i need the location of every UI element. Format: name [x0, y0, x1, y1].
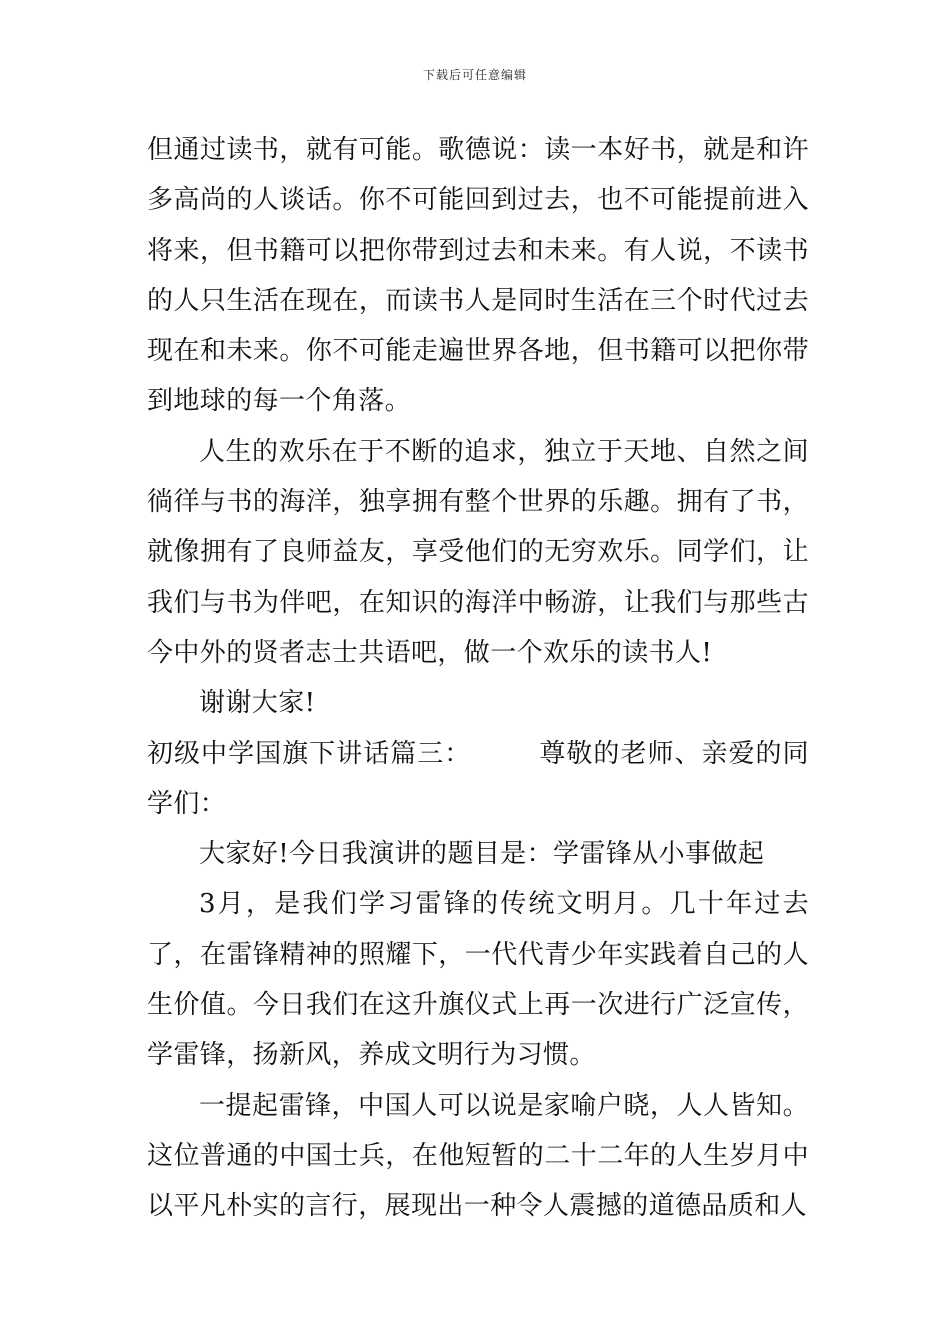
document-body — [147, 125, 809, 1232]
paragraph-march-leifeng-month: 3月，是我们学习雷锋的传统文明月。几十年过去了，在雷锋精神的照耀下，一代代青少年实践着自己的人生价值。今日我们在这升旗仪式上再一次进行广泛宣传，学雷锋，扬新风，养成文明行为习惯。 — [147, 889, 809, 1071]
paragraph-thanks: 谢谢大家! — [199, 688, 316, 719]
section-heading-speech-three: 初级中学国旗下讲话篇三： 尊敬的老师、亲爱的同学们： — [147, 738, 809, 819]
paragraph-reading-benefits: 但通过读书，就有可能。歌德说：读一本好书，就是和许多高尚的人谈话。你不可能回到过去，也不可能提前进入将来，但书籍可以把你带到过去和未来。有人说，不读书的人只生活在现在，而读书人是同时生活在三个时代过去现在和未来。你不可能走遍世界各地，但书籍可以把你带到地球的每一个角落。 — [147, 135, 809, 417]
page-header-note: 下载后可任意编辑 — [422, 68, 527, 82]
paragraph-greeting-topic: 大家好!今日我演讲的题目是：学雷锋从小事做起 — [199, 839, 765, 870]
paragraph-joy-of-reading: 人生的欢乐在于不断的追求，独立于天地、自然之间徜徉与书的海洋，独享拥有整个世界的乐趣。拥有了书，就像拥有了良师益友，享受他们的无穷欢乐。同学们，让我们与书为伴吧，在知识的海洋中畅游，让我们与那些古今中外的贤者志士共语吧，做一个欢乐的读书人! — [147, 436, 809, 668]
paragraph-leifeng-known: 一提起雷锋，中国人可以说是家喻户晓，人人皆知。这位普通的中国士兵，在他短暂的二十二年的人生岁月中以平凡朴实的言行，展现出一种令人震撼的道德品质和人 — [147, 1090, 809, 1222]
